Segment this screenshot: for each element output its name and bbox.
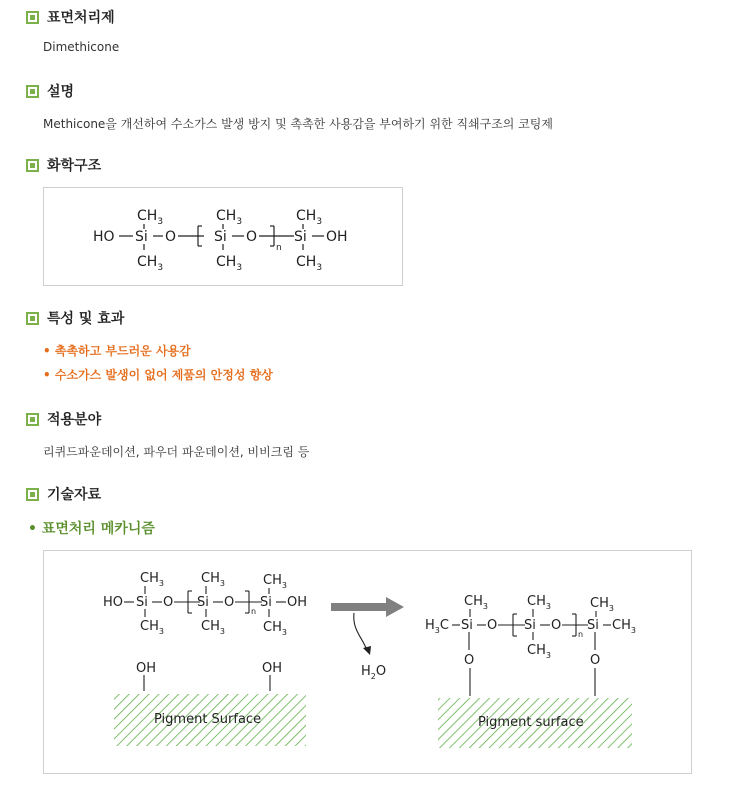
mol-left-oh: OH xyxy=(287,595,308,610)
surface-agent-value: Dimethicone xyxy=(43,40,120,54)
oh-label: OH xyxy=(326,229,348,245)
mol-right-n: n xyxy=(578,630,584,639)
square-bullet-icon xyxy=(26,11,39,24)
section-heading xyxy=(26,408,710,430)
section-chemical-structure xyxy=(26,154,710,176)
features-list xyxy=(43,339,273,387)
mol-right-o-bond-b: O xyxy=(590,653,601,668)
mol-right-ch3-a: $CH_3$ xyxy=(464,594,488,611)
section-surface-agent xyxy=(26,6,710,28)
si-right: Si xyxy=(294,229,307,245)
si-mid: Si xyxy=(214,229,227,245)
ch3-top-right: $CH_3$ xyxy=(296,208,323,227)
si-left: Si xyxy=(135,229,148,245)
mol-left-si2: Si xyxy=(197,595,209,610)
section-technical-data xyxy=(26,483,710,505)
mol-right-ch3-c: $CH_3$ xyxy=(527,643,551,660)
mol-left-ch3-3: $CH_3$ xyxy=(201,571,225,588)
applications-value: 리퀴드파운데이션, 파우더 파운데이션, 비비크림 등 xyxy=(43,445,310,459)
mol-right-ch3-e: $CH_3$ xyxy=(612,618,636,635)
mol-left-ch3-2: $CH_3$ xyxy=(140,619,164,636)
section-heading xyxy=(26,6,710,28)
surface-oh-2: OH xyxy=(262,661,283,676)
pigment-surface-right-label: Pigment surface xyxy=(478,715,584,730)
list-item: • 촉촉하고 부드러운 사용감 xyxy=(43,344,191,358)
h3c-label: $H_3C$ xyxy=(425,618,449,635)
mol-left-o2: O xyxy=(224,595,235,610)
o-mid: O xyxy=(246,229,258,245)
mol-left-o1: O xyxy=(163,595,174,610)
mol-left-si3: Si xyxy=(260,595,272,610)
ch3-top-left: $CH_3$ xyxy=(137,208,164,227)
o-left: O xyxy=(165,229,177,245)
section-features xyxy=(26,307,710,329)
mol-left-si1: Si xyxy=(136,595,148,610)
surface-oh-1: OH xyxy=(136,661,157,676)
square-bullet-icon xyxy=(26,85,39,98)
list-item: • 수소가스 발생이 없어 제품의 안정성 향상 xyxy=(43,368,273,382)
pigment-surface-left-label: Pigment Surface xyxy=(154,712,262,727)
mol-right-si-a: Si xyxy=(461,618,473,633)
mol-right-o-a: O xyxy=(487,618,498,633)
square-bullet-icon xyxy=(26,488,39,501)
section-heading xyxy=(26,80,710,102)
section-applications xyxy=(26,408,710,430)
description-value: Methicone을 개선하여 수소가스 발생 방지 및 촉촉한 사용감을 부여하기 위한 직쇄구조의 코팅제 xyxy=(43,117,553,131)
mechanism-subheading: • 표면처리 메카니즘 xyxy=(28,521,155,537)
mol-left-n: n xyxy=(251,607,257,616)
n-subscript: n xyxy=(276,243,282,253)
square-bullet-icon xyxy=(26,159,39,172)
section-title: 적용분야 xyxy=(47,412,102,428)
section-heading xyxy=(26,307,710,329)
square-bullet-icon xyxy=(26,312,39,325)
ho-label: HO xyxy=(93,229,115,245)
section-title: 화학구조 xyxy=(47,158,102,174)
section-heading xyxy=(26,483,710,505)
mol-right-o-bond-a: O xyxy=(464,653,475,668)
section-heading xyxy=(26,154,710,176)
mol-left-ch3-5: $CH_3$ xyxy=(263,573,287,590)
square-bullet-icon xyxy=(26,413,39,426)
section-title: 설명 xyxy=(47,84,75,100)
mol-left-ch3-4: $CH_3$ xyxy=(201,619,225,636)
chemical-structure-box xyxy=(43,187,403,286)
water-label: $H_2O$ xyxy=(361,664,387,681)
ch3-bottom-right: $CH_3$ xyxy=(296,254,323,273)
ch3-top-mid: $CH_3$ xyxy=(216,208,243,227)
section-title: 기술자료 xyxy=(47,487,102,503)
mol-left-ho: HO xyxy=(103,595,124,610)
mol-left-ch3-6: $CH_3$ xyxy=(263,620,287,637)
mol-right-o-b: O xyxy=(551,618,562,633)
chemical-structure-diagram xyxy=(44,188,402,285)
mol-right-si-c: Si xyxy=(587,618,599,633)
section-title: 특성 및 효과 xyxy=(47,311,125,327)
mol-right-ch3-b: $CH_3$ xyxy=(527,594,551,611)
ch3-bottom-left: $CH_3$ xyxy=(137,254,164,273)
mol-right-si-b: Si xyxy=(524,618,536,633)
mechanism-right-molecule xyxy=(43,550,690,772)
mol-left-ch3-1: $CH_3$ xyxy=(140,571,164,588)
ch3-bottom-mid: $CH_3$ xyxy=(216,254,243,273)
section-title: 표면처리제 xyxy=(47,10,115,26)
section-description xyxy=(26,80,710,102)
mol-right-ch3-d: $CH_3$ xyxy=(590,596,614,613)
